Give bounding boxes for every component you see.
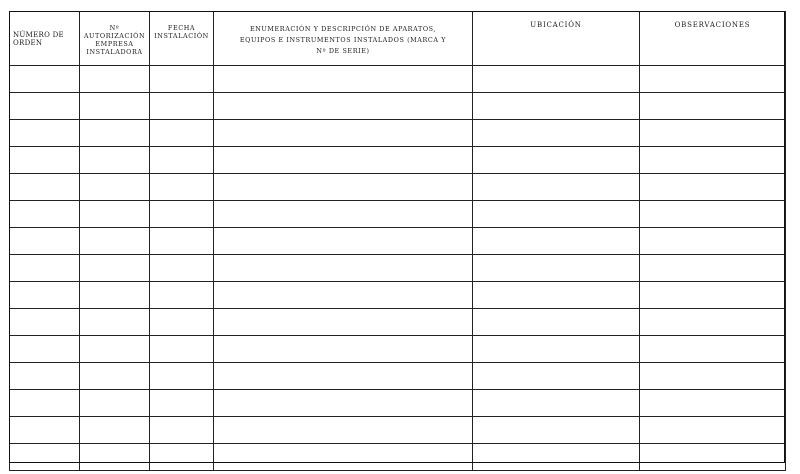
cell-autorizacion-empresa — [80, 336, 150, 363]
table-row — [10, 390, 786, 417]
cell-observaciones — [640, 336, 786, 363]
cell-observaciones — [640, 444, 786, 471]
cell-descripcion-aparatos — [214, 255, 473, 282]
cell-autorizacion-empresa — [80, 147, 150, 174]
cell-ubicacion — [473, 174, 640, 201]
cell-descripcion-aparatos — [214, 444, 473, 471]
cell-observaciones — [640, 174, 786, 201]
cell-descripcion-aparatos — [214, 390, 473, 417]
header-observaciones: OBSERVACIONES — [640, 12, 786, 66]
header-descripcion-aparatos: ENUMERACIÓN Y DESCRIPCIÓN DE APARATOS, EQUIPOS E INSTRUMENTOS INSTALADOS (MARCA Y Nº DE SERIE) — [214, 12, 473, 66]
cell-observaciones — [640, 417, 786, 444]
table-row — [10, 336, 786, 363]
cell-observaciones — [640, 255, 786, 282]
cell-ubicacion — [473, 390, 640, 417]
cell-autorizacion-empresa — [80, 255, 150, 282]
cell-autorizacion-empresa — [80, 174, 150, 201]
cell-descripcion-aparatos — [214, 417, 473, 444]
cell-observaciones — [640, 282, 786, 309]
cell-observaciones — [640, 228, 786, 255]
cell-autorizacion-empresa — [80, 93, 150, 120]
cell-descripcion-aparatos — [214, 120, 473, 147]
registro-table — [9, 11, 786, 471]
cell-ubicacion — [473, 282, 640, 309]
cell-autorizacion-empresa — [80, 66, 150, 93]
cell-descripcion-aparatos — [214, 363, 473, 390]
cell-numero-orden — [10, 120, 80, 147]
cell-fecha-instalacion — [150, 174, 214, 201]
cell-ubicacion — [473, 444, 640, 471]
cell-numero-orden — [10, 363, 80, 390]
cell-autorizacion-empresa — [80, 390, 150, 417]
cell-observaciones — [640, 93, 786, 120]
cell-ubicacion — [473, 363, 640, 390]
cell-autorizacion-empresa — [80, 282, 150, 309]
cell-fecha-instalacion — [150, 228, 214, 255]
cell-descripcion-aparatos — [214, 282, 473, 309]
cell-descripcion-aparatos — [214, 147, 473, 174]
cell-autorizacion-empresa — [80, 417, 150, 444]
cell-numero-orden — [10, 282, 80, 309]
cell-descripcion-aparatos — [214, 66, 473, 93]
cell-autorizacion-empresa — [80, 201, 150, 228]
registro-sheet — [9, 11, 785, 463]
table-row — [10, 444, 786, 471]
header-row — [10, 12, 786, 66]
cell-autorizacion-empresa — [80, 120, 150, 147]
cell-descripcion-aparatos — [214, 228, 473, 255]
cell-descripcion-aparatos — [214, 174, 473, 201]
cell-numero-orden — [10, 444, 80, 471]
registro-body — [10, 66, 786, 471]
cell-autorizacion-empresa — [80, 444, 150, 471]
cell-ubicacion — [473, 309, 640, 336]
cell-observaciones — [640, 147, 786, 174]
cell-ubicacion — [473, 147, 640, 174]
cell-fecha-instalacion — [150, 255, 214, 282]
cell-numero-orden — [10, 417, 80, 444]
cell-descripcion-aparatos — [214, 336, 473, 363]
cell-numero-orden — [10, 66, 80, 93]
cell-ubicacion — [473, 255, 640, 282]
cell-fecha-instalacion — [150, 201, 214, 228]
cell-ubicacion — [473, 417, 640, 444]
cell-numero-orden — [10, 147, 80, 174]
table-row — [10, 120, 786, 147]
cell-descripcion-aparatos — [214, 201, 473, 228]
table-row — [10, 147, 786, 174]
cell-fecha-instalacion — [150, 444, 214, 471]
cell-fecha-instalacion — [150, 417, 214, 444]
cell-fecha-instalacion — [150, 390, 214, 417]
table-row — [10, 93, 786, 120]
cell-ubicacion — [473, 66, 640, 93]
cell-fecha-instalacion — [150, 147, 214, 174]
cell-fecha-instalacion — [150, 120, 214, 147]
cell-fecha-instalacion — [150, 66, 214, 93]
table-row — [10, 66, 786, 93]
cell-ubicacion — [473, 201, 640, 228]
cell-autorizacion-empresa — [80, 228, 150, 255]
table-row — [10, 363, 786, 390]
cell-descripcion-aparatos — [214, 93, 473, 120]
cell-fecha-instalacion — [150, 282, 214, 309]
cell-ubicacion — [473, 93, 640, 120]
cell-numero-orden — [10, 174, 80, 201]
table-row — [10, 255, 786, 282]
cell-fecha-instalacion — [150, 336, 214, 363]
cell-numero-orden — [10, 336, 80, 363]
cell-fecha-instalacion — [150, 363, 214, 390]
cell-fecha-instalacion — [150, 93, 214, 120]
cell-descripcion-aparatos — [214, 309, 473, 336]
cell-numero-orden — [10, 309, 80, 336]
header-fecha-instalacion: FECHA INSTALACIÓN — [150, 12, 214, 66]
cell-numero-orden — [10, 201, 80, 228]
cell-numero-orden — [10, 390, 80, 417]
header-ubicacion: UBICACIÓN — [473, 12, 640, 66]
table-row — [10, 282, 786, 309]
cell-observaciones — [640, 120, 786, 147]
cell-observaciones — [640, 390, 786, 417]
cell-numero-orden — [10, 93, 80, 120]
cell-ubicacion — [473, 336, 640, 363]
cell-numero-orden — [10, 255, 80, 282]
table-row — [10, 309, 786, 336]
header-autorizacion-empresa: Nº AUTORIZACIÓN EMPRESA INSTALADORA — [80, 12, 150, 66]
cell-observaciones — [640, 363, 786, 390]
cell-autorizacion-empresa — [80, 363, 150, 390]
table-row — [10, 417, 786, 444]
cell-ubicacion — [473, 120, 640, 147]
cell-fecha-instalacion — [150, 309, 214, 336]
table-row — [10, 174, 786, 201]
cell-observaciones — [640, 309, 786, 336]
cell-observaciones — [640, 201, 786, 228]
cell-observaciones — [640, 66, 786, 93]
cell-numero-orden — [10, 228, 80, 255]
header-numero-orden: NÚMERO DE ORDEN — [10, 12, 80, 66]
table-row — [10, 201, 786, 228]
table-row — [10, 228, 786, 255]
cell-ubicacion — [473, 228, 640, 255]
cell-autorizacion-empresa — [80, 309, 150, 336]
